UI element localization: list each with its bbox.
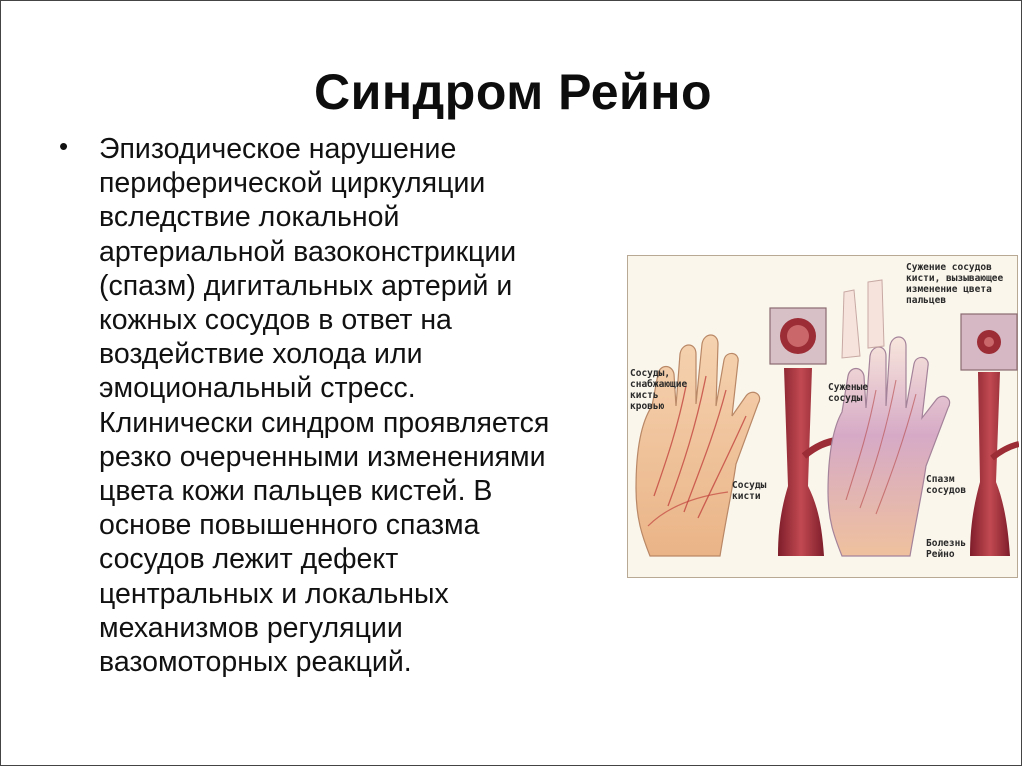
- label-line: изменение цвета: [906, 284, 992, 295]
- label-line: сосуды: [828, 393, 863, 404]
- text-line: центральных и локальных: [99, 577, 449, 610]
- label-line: пальцев: [906, 295, 947, 306]
- label-spasm: [926, 474, 966, 496]
- text-line: кожных сосудов в ответ на: [99, 304, 452, 337]
- label-raynaud-disease: [926, 538, 966, 560]
- label-line: кисти, вызывающее: [906, 273, 1004, 284]
- label-line: кисть: [630, 390, 659, 401]
- label-line: Сужение сосудов: [906, 262, 992, 273]
- text-line: цвета кожи пальцев кистей. В: [99, 475, 493, 508]
- text-line: Клинически синдром проявляется: [99, 406, 550, 439]
- label-narrowing: [906, 262, 1003, 306]
- normal-artery: [770, 308, 838, 556]
- label-supply-vessels: [630, 368, 687, 412]
- text-line: артериальной вазоконстрикции: [99, 235, 517, 268]
- label-line: Болезнь: [926, 538, 967, 549]
- label-line: кисти: [732, 491, 761, 502]
- bullet-icon: •: [59, 131, 69, 161]
- text-line: механизмов регуляции: [99, 611, 403, 644]
- label-narrowed-vessels: [828, 382, 868, 404]
- label-line: Спазм: [926, 474, 955, 485]
- text-line: сосудов лежит дефект: [99, 543, 399, 576]
- text-line: (спазм) дигитальных артерий и: [99, 269, 513, 302]
- label-line: снабжающие: [630, 379, 688, 390]
- label-hand-vessels: [732, 480, 766, 502]
- raynaud-illustration: [627, 255, 1018, 578]
- label-line: Суженые: [828, 382, 869, 393]
- label-line: сосудов: [926, 485, 967, 496]
- text-line: основе повышенного спазма: [99, 509, 480, 542]
- bullet-text: [99, 132, 629, 679]
- text-line: Эпизодическое нарушение: [99, 133, 457, 165]
- text-line: эмоциональный стресс.: [99, 372, 416, 405]
- label-line: Рейно: [926, 549, 955, 560]
- text-line: вследствие локальной: [99, 201, 400, 234]
- label-line: Сосуды,: [630, 368, 671, 379]
- raynaud-hand: [828, 280, 950, 556]
- text-line: вазомоторных реакций.: [99, 646, 412, 679]
- label-line: кровью: [630, 401, 665, 412]
- label-line: Сосуды: [732, 480, 767, 491]
- spasm-artery: [961, 314, 1019, 556]
- text-line: воздействие холода или: [99, 338, 423, 371]
- text-line: резко очерченными изменениями: [99, 440, 546, 473]
- text-line: периферической циркуляции: [99, 167, 486, 200]
- slide-title: Синдром Рейно: [314, 64, 712, 120]
